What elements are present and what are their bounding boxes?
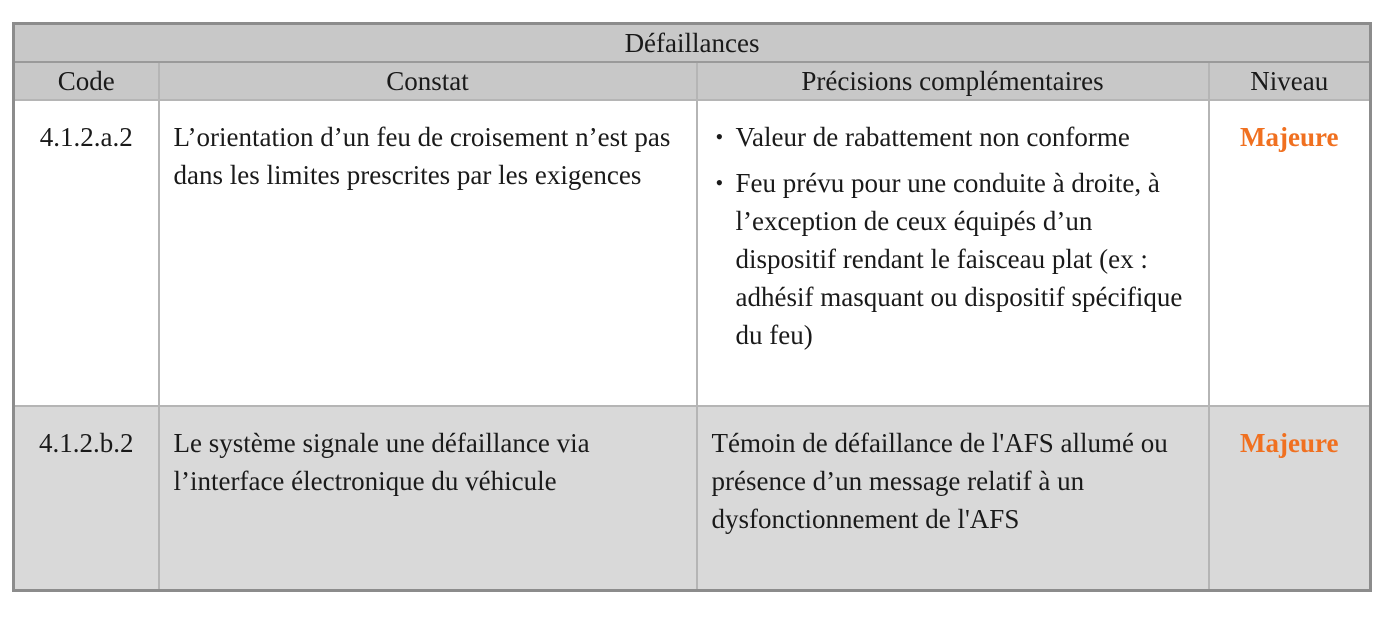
cell-precisions: Témoin de défaillance de l'AFS allumé ou présence d’un message relatif à un dysfonctionnement de l'AFS [697,406,1209,590]
table-title-row [14,24,1371,63]
bullet-icon: • [715,124,724,149]
table-row [14,100,1371,406]
cell-code: 4.1.2.b.2 [14,406,159,590]
cell-precisions [697,100,1209,406]
column-header-code: Code [14,62,159,100]
list-item [712,164,1194,354]
table-row [14,406,1371,590]
list-item [712,118,1194,156]
column-header-constat: Constat [159,62,697,100]
cell-constat: Le système signale une défaillance via l’interface électronique du véhicule [159,406,697,590]
cell-niveau: Majeure [1209,406,1371,590]
precision-text: Feu prévu pour une conduite à droite, à l’exception de ceux équipés d’un dispositif rendant le faisceau plat (ex : adhésif masquant ou dispositif spécifique du feu) [735,168,1183,350]
precision-text: Valeur de rabattement non conforme [735,122,1130,152]
cell-niveau: Majeure [1209,100,1371,406]
cell-constat: L’orientation d’un feu de croisement n’est pas dans les limites prescrites par les exigences [159,100,697,406]
defaillances-table-container [12,22,1369,592]
defaillances-table [12,22,1372,592]
column-header-niveau: Niveau [1209,62,1371,100]
cell-code: 4.1.2.a.2 [14,100,159,406]
precisions-list [712,118,1194,354]
column-header-precisions: Précisions complémentaires [697,62,1209,100]
bullet-icon: • [715,170,724,195]
table-header-row [14,62,1371,100]
table-title: Défaillances [14,24,1371,63]
